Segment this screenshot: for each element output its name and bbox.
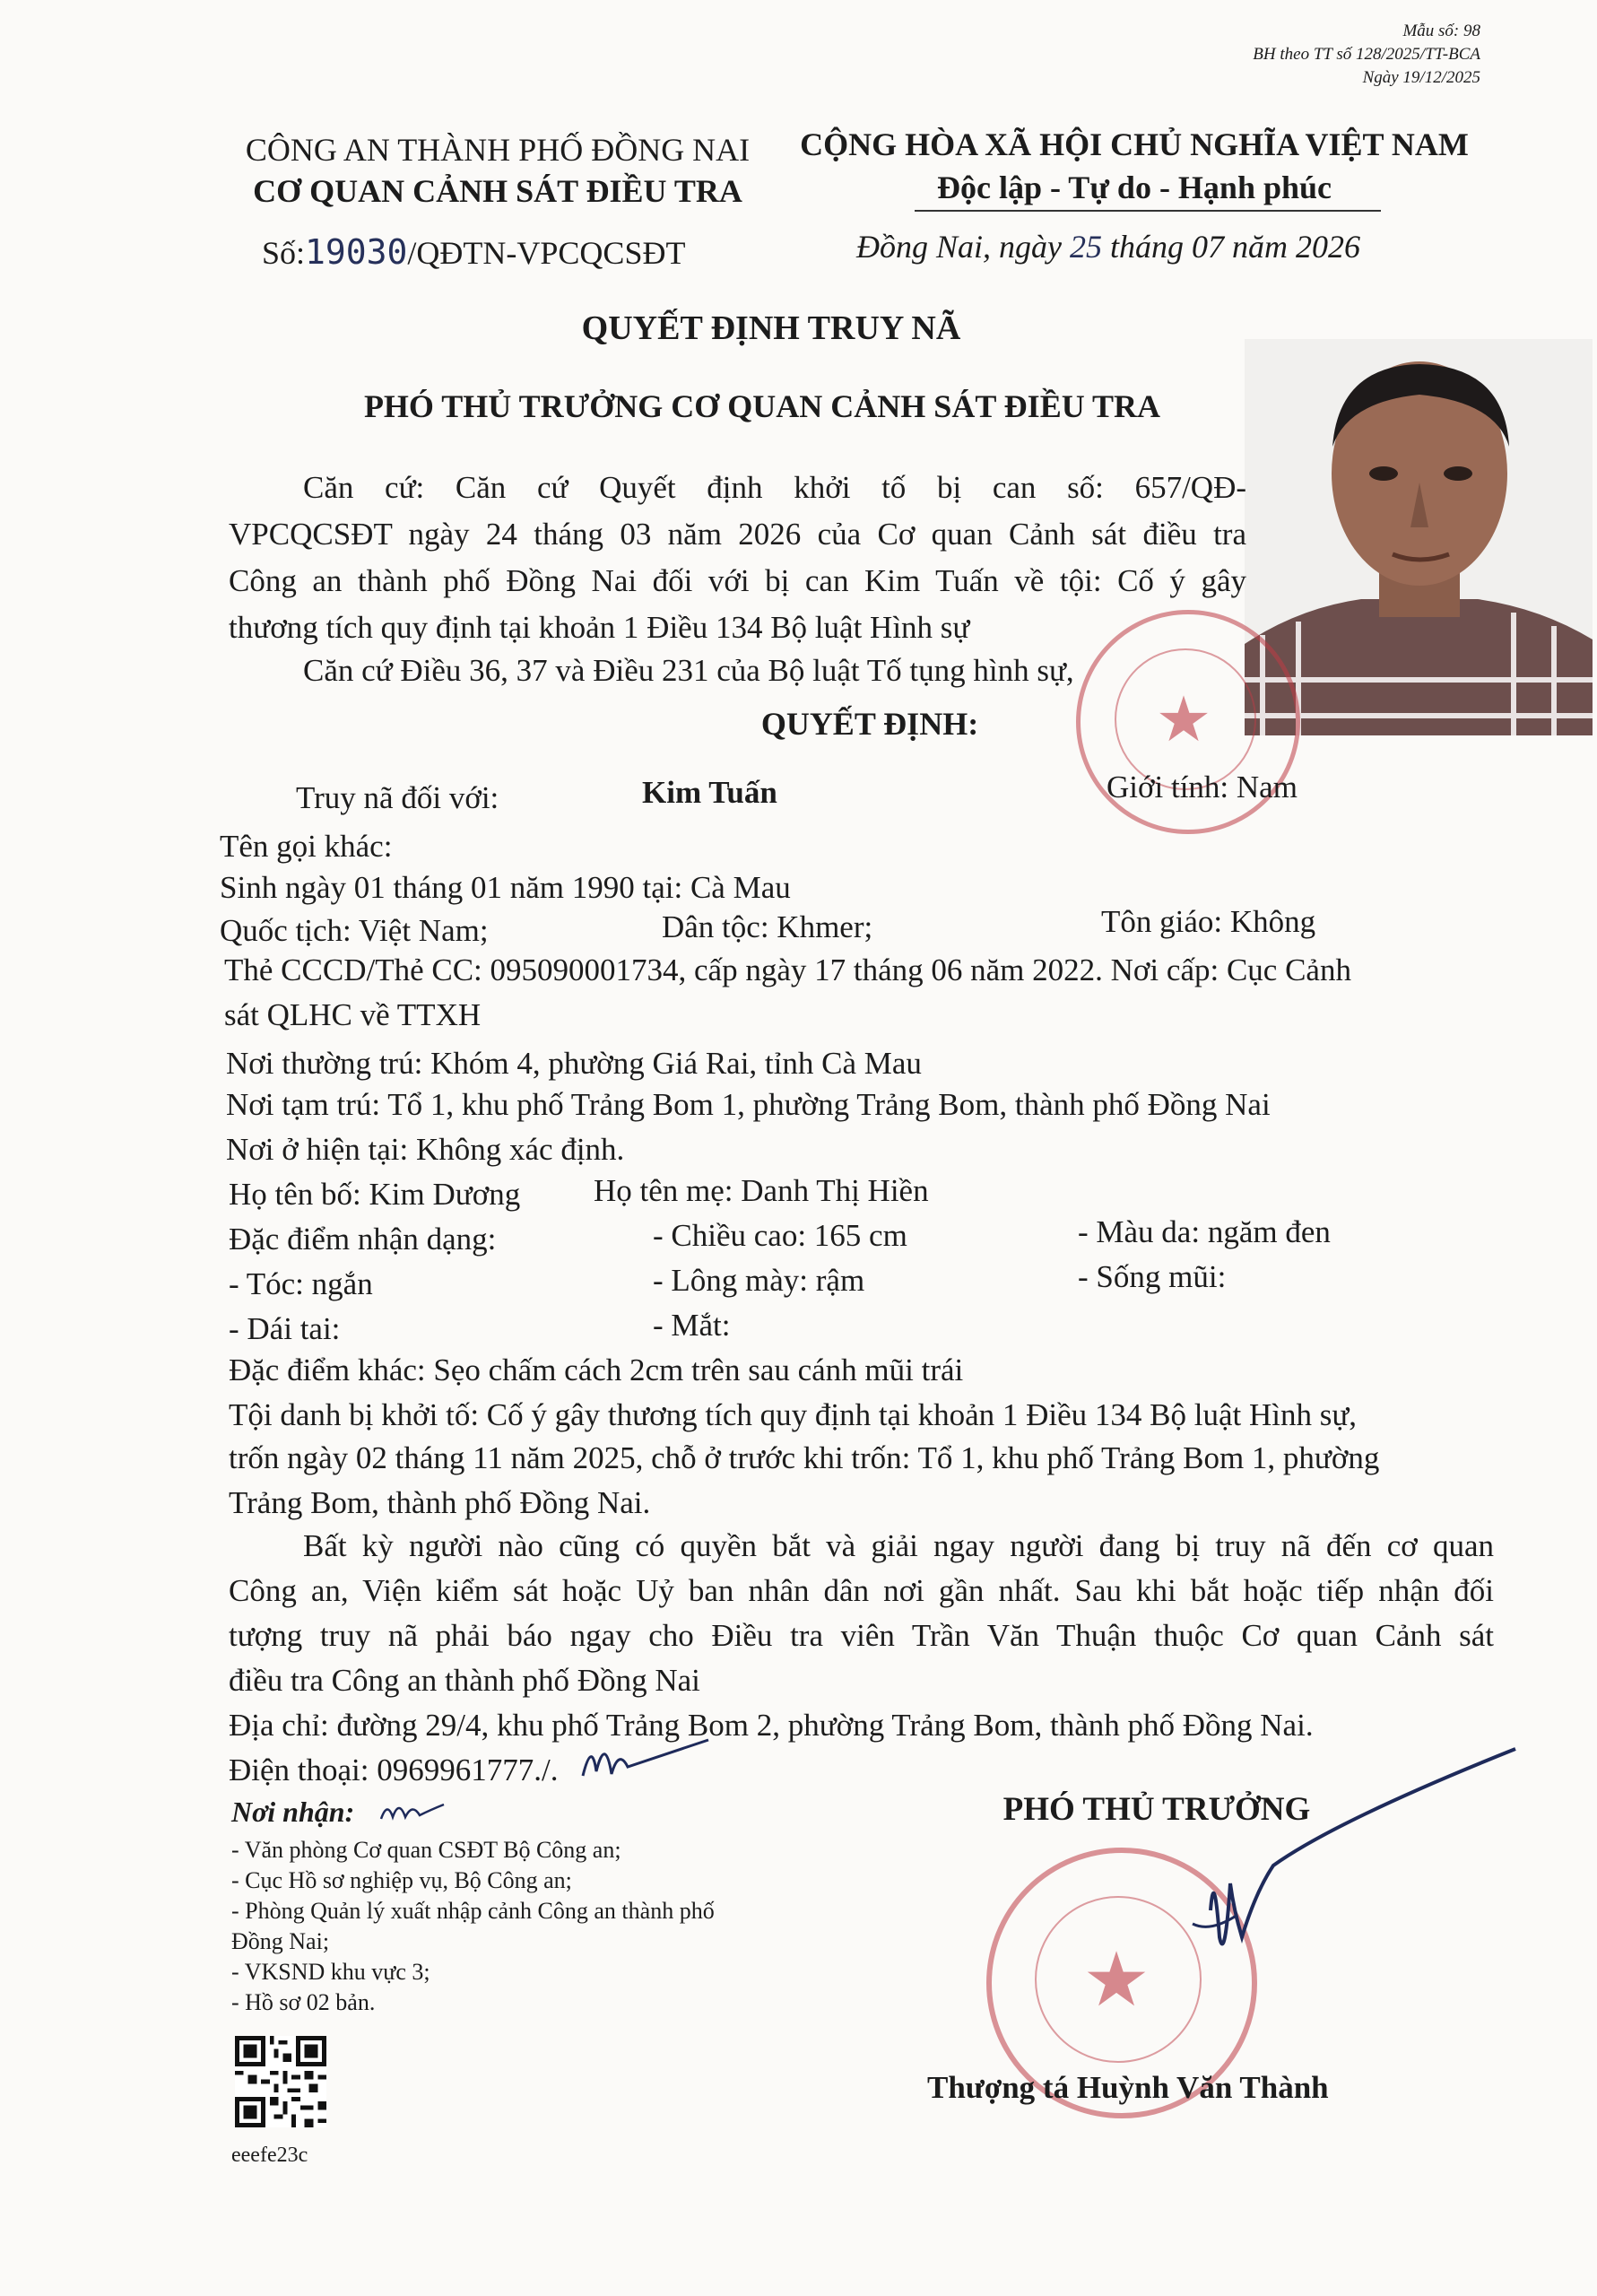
recipient-item: - Cục Hồ sơ nghiệp vụ, Bộ Công an; [231,1867,572,1893]
form-meta [1253,20,1480,90]
wanted-id-line-1: Thẻ CCCD/Thẻ CC: 095090001734, cấp ngày 17 tháng 06 năm 2022. Nơi cấp: Cục Cảnh [224,952,1351,987]
notice-line-1: Bất kỳ người nào cũng có quyền bắt và giải ngay người đang bị truy nã đến cơ quan [303,1528,1494,1563]
header-nation: CỘNG HÒA XÃ HỘI CHỦ NGHĨA VIỆT NAM [800,126,1469,162]
star-icon: ★ [1155,686,1212,755]
wanted-ethnicity: Dân tộc: Khmer; [662,909,873,944]
recipients-initial-icon [377,1794,448,1830]
qr-code-icon [235,2036,326,2127]
wanted-father: Họ tên bố: Kim Dương [229,1177,521,1212]
wanted-religion: Tôn giáo: Không [1101,904,1316,939]
recipient-item: Đồng Nai; [231,1928,330,1954]
header-office: CƠ QUAN CẢNH SÁT ĐIỀU TRA [253,173,742,209]
motto-underline [915,210,1381,212]
number-suffix: /QĐTN-VPCQCSĐT [407,235,686,271]
basis-line-1: Căn cứ: Căn cứ Quyết định khởi tố bị can số: 657/QĐ- [303,470,1246,505]
recipient-item: - Văn phòng Cơ quan CSĐT Bộ Công an; [231,1837,621,1863]
form-date: Ngày 19/12/2025 [1362,68,1480,87]
notice-address: Địa chỉ: đường 29/4, khu phố Trảng Bom 2, phường Trảng Bom, thành phố Đồng Nai. [229,1708,1314,1743]
wanted-temporary-address: Nơi tạm trú: Tổ 1, khu phố Trảng Bom 1, phường Trảng Bom, thành phố Đồng Nai [226,1087,1271,1122]
qr-code [235,2036,326,2127]
wanted-alias: Tên gọi khác: [220,829,393,864]
wanted-label: Truy nã đối với: [296,780,499,815]
header-agency: CÔNG AN THÀNH PHỐ ĐỒNG NAI [245,132,751,168]
recipient-item: - VKSND khu vực 3; [231,1959,430,1985]
handwritten-signature-icon [1157,1731,1533,2108]
date-prefix: Đồng Nai, ngày [856,229,1062,265]
date-suffix: tháng 07 năm 2026 [1110,229,1360,265]
wanted-birth: Sinh ngày 01 tháng 01 năm 1990 tại: Cà Mau [220,870,791,905]
basis-line-3: Công an thành phố Đồng Nai đối với bị can Kim Tuấn về tội: Cố ý gây [229,563,1246,598]
basis-line-4: thương tích quy định tại khoản 1 Điều 134 Bộ luật Hình sự [229,610,970,645]
recipient-item: - Phòng Quản lý xuất nhập cảnh Công an thành phố [231,1898,715,1924]
feature-ears: - Dái tai: [229,1311,341,1346]
feature-nose: - Sống mũi: [1078,1259,1227,1294]
charge-line-3: Trảng Bom, thành phố Đồng Nai. [229,1485,651,1520]
recipients-list [231,1835,715,2018]
wanted-name: Kim Tuấn [642,775,777,810]
recipients-heading: Nơi nhận: [231,1796,355,1828]
wanted-current-address: Nơi ở hiện tại: Không xác định. [226,1132,625,1167]
number-prefix: Số: [262,235,306,271]
basis-line-5: Căn cứ Điều 36, 37 và Điều 231 của Bộ luật Tố tụng hình sự, [303,653,1074,688]
notice-line-2: Công an, Viện kiểm sát hoặc Uỷ ban nhân dân nơi gần nhất. Sau khi bắt hoặc tiếp nhận đối [229,1573,1494,1608]
wanted-permanent-address: Nơi thường trú: Khóm 4, phường Giá Rai, tỉnh Cà Mau [226,1046,922,1081]
charge-line-1: Tội danh bị khởi tố: Cố ý gây thương tích quy định tại khoản 1 Điều 134 Bộ luật Hình sự, [229,1397,1358,1432]
wanted-mother: Họ tên mẹ: Danh Thị Hiền [594,1173,929,1208]
signer-title: PHÓ THỦ TRƯỞNG [1002,1791,1311,1828]
header-motto: Độc lập - Tự do - Hạnh phúc [936,170,1332,205]
wanted-gender: Giới tính: Nam [1107,770,1298,804]
feature-skin: - Màu da: ngăm đen [1078,1214,1331,1249]
wanted-nationality: Quốc tịch: Việt Nam; [220,913,489,948]
features-label: Đặc điểm nhận dạng: [229,1222,497,1257]
charge-line-2: trốn ngày 02 tháng 11 năm 2025, chỗ ở trước khi trốn: Tổ 1, khu phố Trảng Bom 1, phường [229,1440,1380,1475]
feature-other: Đặc điểm khác: Sẹo chấm cách 2cm trên sau cánh mũi trái [229,1352,964,1387]
wanted-id-line-2: sát QLHC về TTXH [224,997,482,1032]
star-icon: ★ [1082,1939,1150,2022]
notice-phone: Điện thoại: 0969961777./. [229,1752,559,1787]
initials-signature-icon [574,1722,717,1794]
qr-code-text: eeefe23c [231,2144,308,2167]
form-number: Mẫu số: 98 [1402,22,1480,40]
feature-eyes: - Mắt: [653,1308,731,1343]
decision-heading: QUYẾT ĐỊNH: [760,706,979,742]
basis-line-2: VPCQCSĐT ngày 24 tháng 03 năm 2026 của Cơ quan Cảnh sát điều tra [229,517,1246,552]
feature-height: - Chiều cao: 165 cm [653,1218,907,1253]
document-date [856,226,1360,267]
notice-line-3: tượng truy nã phải báo ngay cho Điều tra viên Trần Văn Thuận thuộc Cơ quan Cảnh sát [229,1618,1494,1653]
feature-eyebrows: - Lông mày: rậm [653,1263,865,1298]
form-regulation: BH theo TT số 128/2025/TT-BCA [1253,45,1480,64]
feature-hair: - Tóc: ngắn [229,1266,373,1301]
suspect-photo [1245,339,1593,735]
document-number [262,231,685,274]
person-portrait-icon [1245,339,1593,735]
number-handwritten: 19030 [305,232,408,272]
authority-title: PHÓ THỦ TRƯỞNG CƠ QUAN CẢNH SÁT ĐIỀU TRA [363,388,1161,424]
date-day: 25 [1070,229,1102,265]
signer-name: Thượng tá Huỳnh Văn Thành [927,2070,1329,2105]
notice-line-4: điều tra Công an thành phố Đồng Nai [229,1663,700,1698]
document-title: QUYẾT ĐỊNH TRUY NÃ [581,309,961,347]
recipient-item: - Hồ sơ 02 bản. [231,1989,376,2015]
